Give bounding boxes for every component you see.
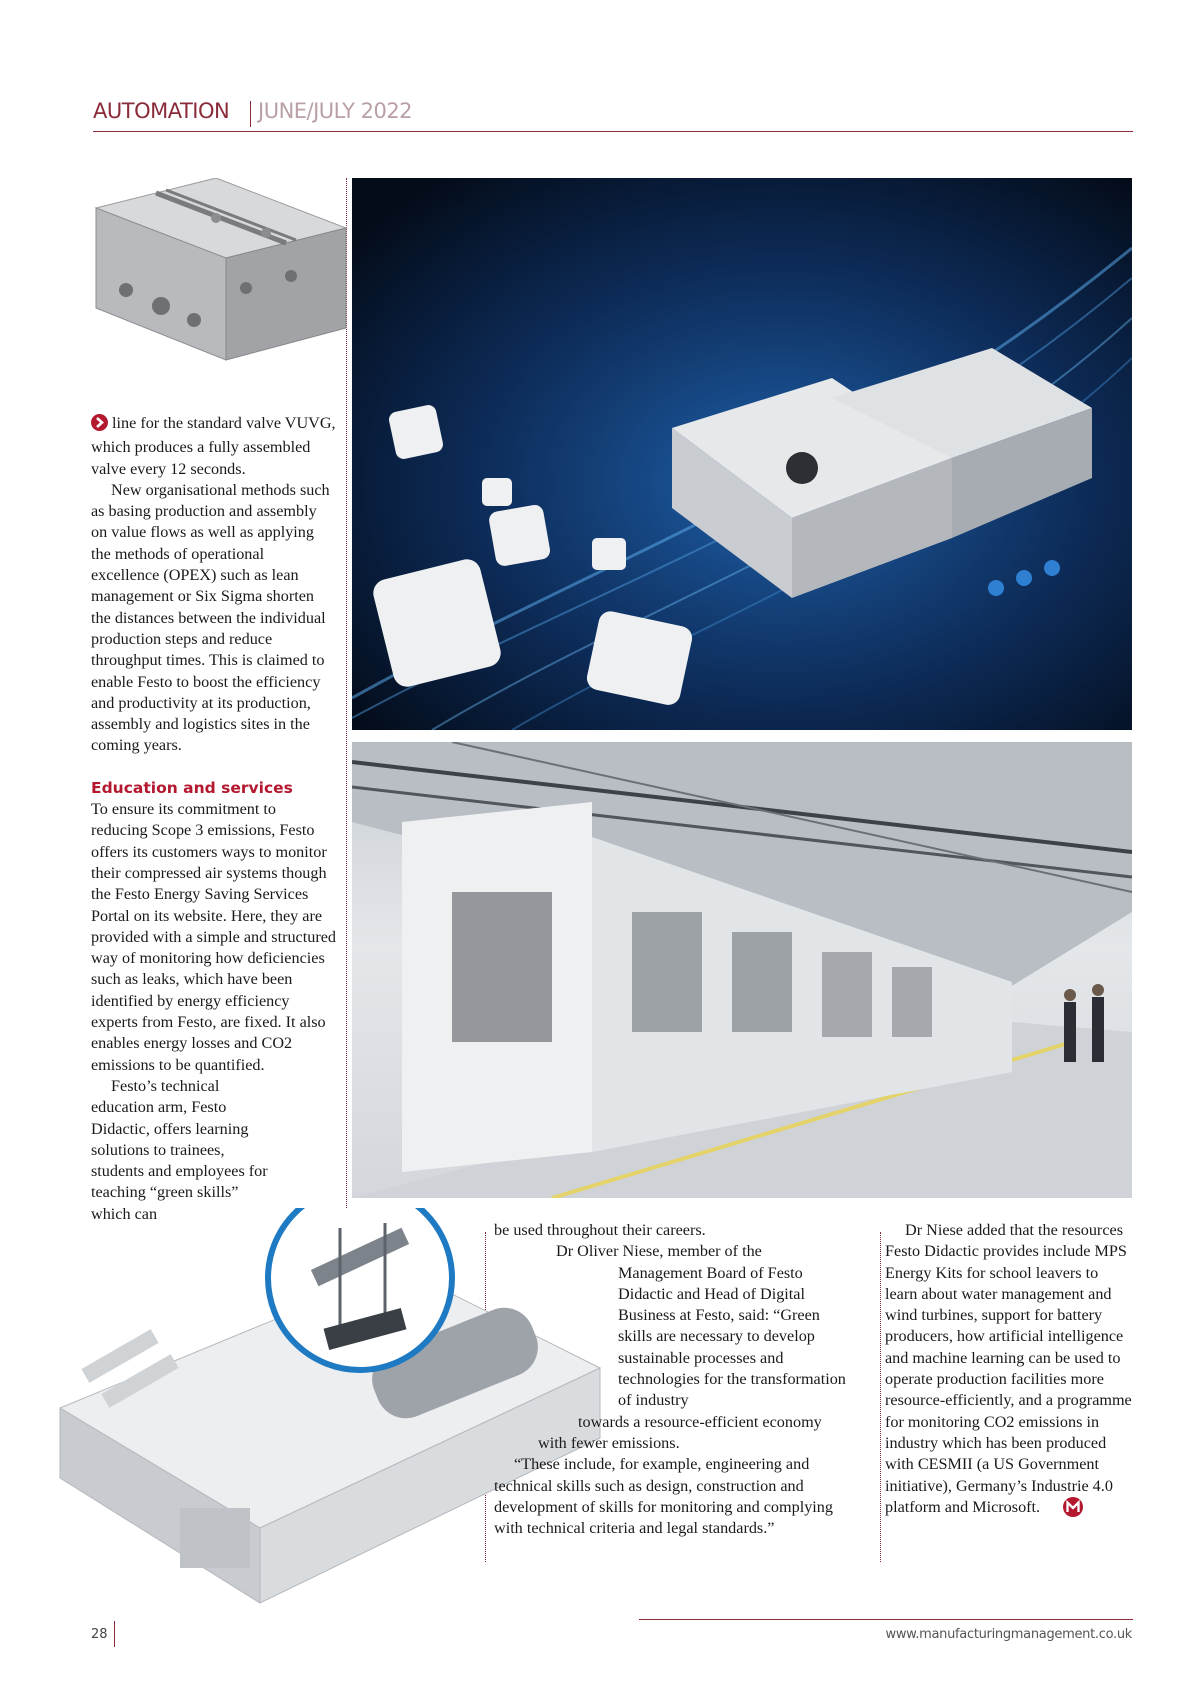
paragraph: Dr Niese added that the resources Festo Didactic provides include MPS Energy Kits for school leavers to learn about water management and wind turbines, support for battery producers, how artificial intelligence and machine learning can be used to operate production facilities more resource-efficiently, and a programme for monitoring CO2 emissions in industry which has been produced with CESMII (a US Government initiative), Germany’s Industrie 4.0 platform and Microsoft. xyxy=(885,1221,1132,1516)
page-header xyxy=(93,99,1133,132)
paragraph: To ensure its commitment to reducing Scope 3 emissions, Festo offers its customers ways to monitor their compressed air systems though the Festo Energy Saving Services Portal on its website. Here, they are provided with a simple and structured way of monitoring how deficiencies such as leaks, which have been identified by energy efficiency experts from Festo, are fixed. It also enables energy losses and CO2 emissions to be quantified. xyxy=(91,800,337,1074)
paragraph: Festo’s technical education arm, Festo Didactic, offers learning solutions to trainees, students and employees for teaching “green skills” which can xyxy=(91,1076,268,1223)
section-title: AUTOMATION xyxy=(93,99,230,123)
paragraph: New organisational methods such as basing production and assembly on value flows as well as applying the methods of operational excellence (OPEX) such as lean management or Six Sigma shorten the distances between the individual production steps and reduce throughput times. This is claimed to enable Festo to boost the efficiency and productivity at its production, assembly and logistics sites in the coming years. xyxy=(91,480,330,755)
valve-terminal-image xyxy=(352,178,1132,730)
paragraph: Dr Oliver Niese, member of the xyxy=(556,1242,762,1261)
valve-product-image xyxy=(66,178,350,393)
issue-date: JUNE/JULY 2022 xyxy=(258,99,413,123)
article-column-1 xyxy=(91,413,336,1225)
page-number: 28 xyxy=(91,1627,108,1642)
column-rule-right xyxy=(880,1232,881,1562)
article-column-3 xyxy=(885,1220,1133,1523)
paragraph: line for the standard valve VUVG, which produces a fully assembled valve every 12 seconds. xyxy=(91,414,336,478)
page-number-divider xyxy=(114,1621,115,1647)
website-url[interactable]: www.manufacturingmanagement.co.uk xyxy=(885,1627,1132,1642)
article-column-2 xyxy=(494,1220,864,1539)
m-logo-icon xyxy=(1043,1497,1083,1523)
factory-floor-image xyxy=(352,742,1132,1198)
paragraph: “These include, for example, engineering and technical skills such as design, construction and development of skills for monitoring and complying with technical criteria and legal standards.” xyxy=(494,1455,833,1538)
paragraph: be used throughout their careers. xyxy=(494,1221,706,1239)
footer-rule xyxy=(639,1619,1133,1620)
chevron-right-icon xyxy=(91,414,108,437)
header-divider xyxy=(250,101,251,127)
paragraph: with fewer emissions. xyxy=(538,1433,680,1452)
paragraph: Management Board of Festo Didactic and Head of Digital Business at Festo, said: “Green skills are necessary to develop sustainable processes and technologies for the transformation of industry xyxy=(618,1263,846,1410)
subheading: Education and services xyxy=(91,778,293,797)
paragraph: towards a resource-efficient economy xyxy=(578,1412,822,1431)
